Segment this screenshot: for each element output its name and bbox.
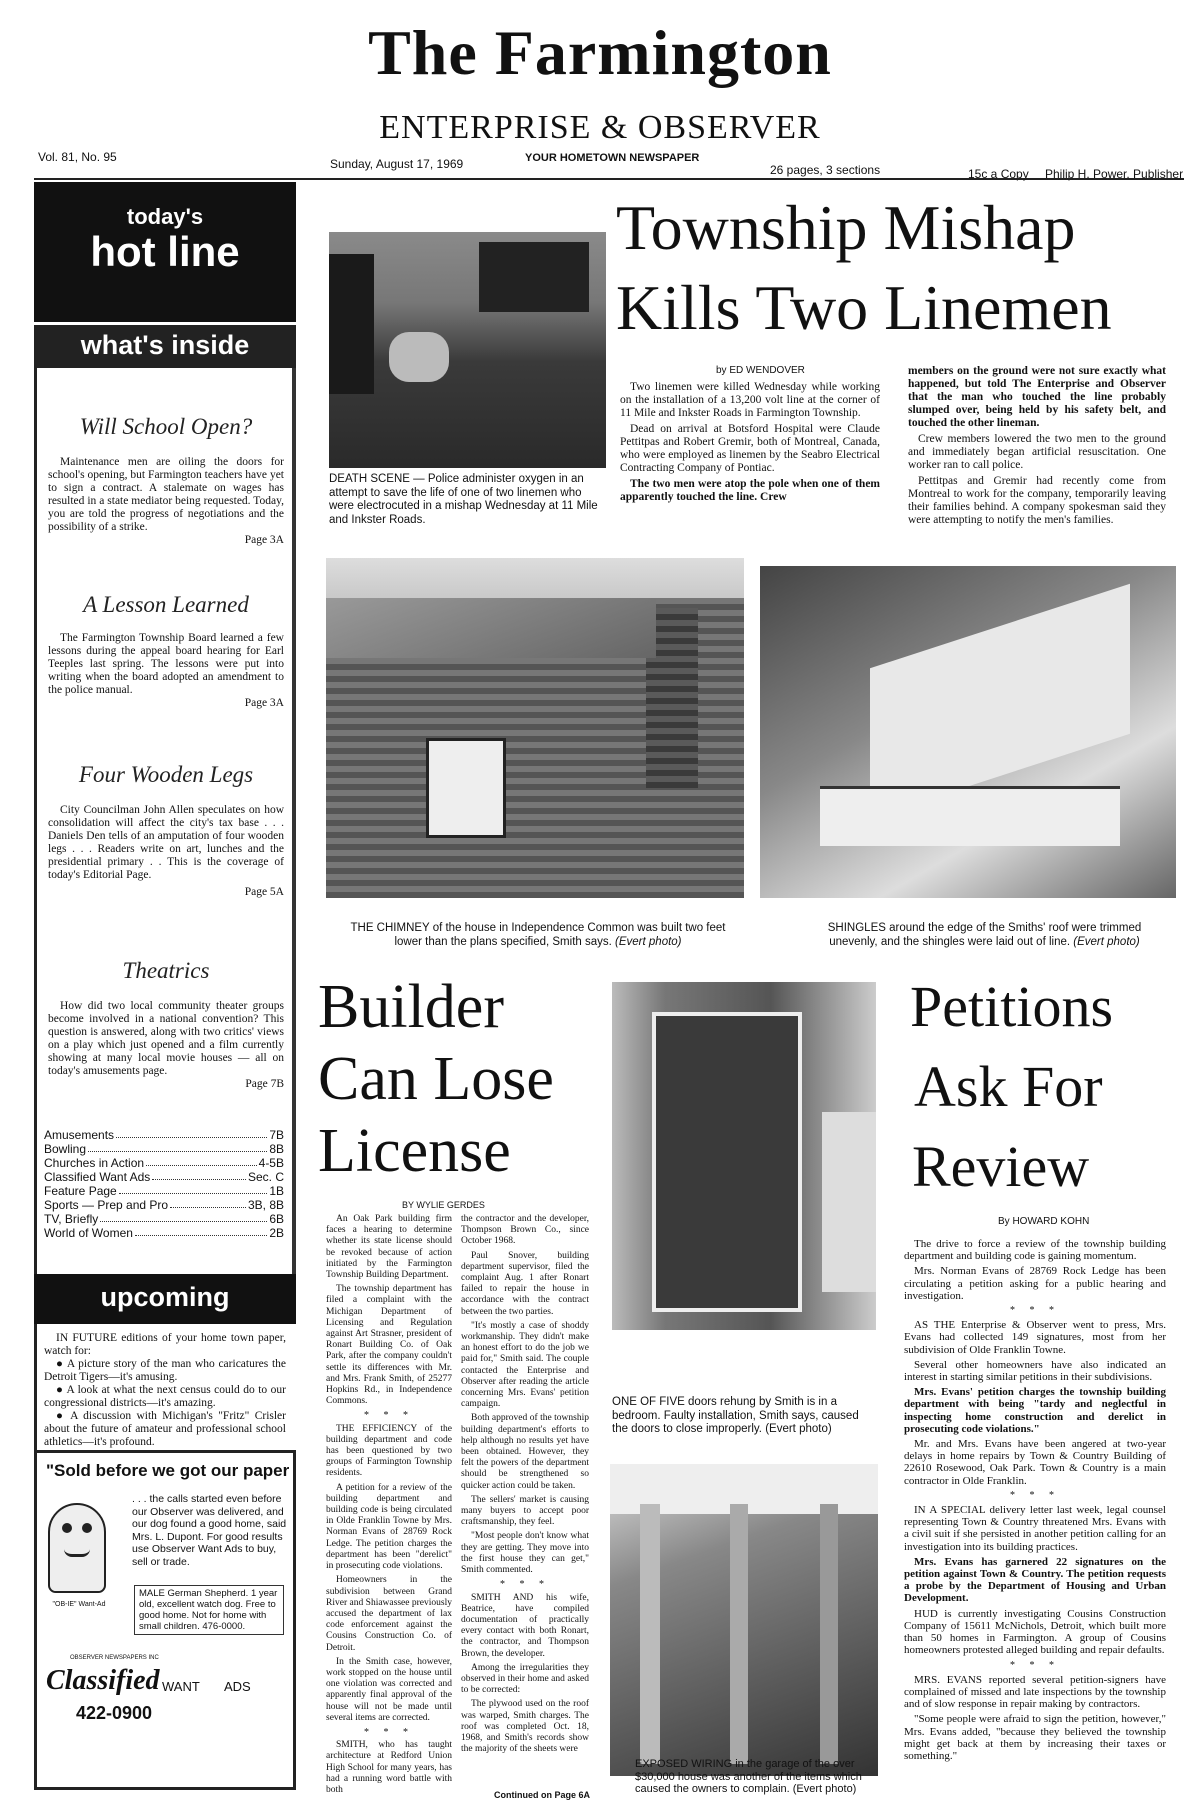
- hotline-box: [34, 182, 296, 322]
- index-label: Classified Want Ads: [44, 1170, 151, 1184]
- inside-item-page: Page 3A: [244, 697, 284, 709]
- story3-body: The drive to force a review of the township building department and building code is gaining momentum. Mrs. Norman Evans of 28769 Rock Ledge has been circulating a petition asking for a public hearing and investigation. * * * AS THE Enterprise & Observer went to press, Mrs. Evans had collected 149 signatures, most from her subdivision of Olde Franklin Towne. Several other homeowners have also indicated an interest in starting similar petitions in their subdivisions. Mrs. Evans' petition charges the township building department with being "tardy and neglectful in inspecting home construction and derelict in prosecuting code violations." Mr. and Mrs. Evans have been angered at two-year delays in home repairs by Town & Country Building of 22610 Rosewood, Oak Park. Town & Country is a main contractor in Olde Franklin. * * * IN A SPECIAL delivery letter last week, legal counsel representing Town & Country threatened Mrs. Evans with a civil suit if she persisted in another petition calling for an investigation into its building practices. Mrs. Evans has garnered 22 signatures on the petition against Town & Country. The petition requests a probe by the Department of Housing and Urban Development. HUD is currently investigating Cousins Construction Company of 15611 McNichols, Detroit, which built more than 50 homes in Farmington. A group of Cousins homeowners protested alleged building and repair defaults. * * * MRS. EVANS reported several petition-signers have complained of missed and late inspections by the township and of slow response in repair making by contractors. "Some people were afraid to sign the petition, however," Mrs. Evans added, "because they believed the township might get back at them by increasing their taxes or something.": [904, 1238, 1166, 1762]
- story2-headline-1: Builder: [318, 973, 504, 1041]
- index-row[interactable]: [44, 1128, 284, 1142]
- index-row[interactable]: [44, 1170, 284, 1184]
- index-row[interactable]: [44, 1142, 284, 1156]
- index-row[interactable]: [44, 1212, 284, 1226]
- index-label: Bowling: [44, 1142, 87, 1156]
- index-row[interactable]: [44, 1198, 284, 1212]
- story2-byline: BY WYLIE GERDES: [402, 1200, 485, 1210]
- wiring-credit: (Evert photo): [792, 1783, 857, 1795]
- story2-column-1: An Oak Park building firm faces a hearing to determine whether its state license should be revoked because of action initiated by the Farmington Township Building Department. The township department has filed a complaint with the Michigan Department of Licensing and Regulation against Art Strasner, president of Ronart Building Co. of Oak Park, after the company couldn't settle its differences with Mr. and Mrs. Frank Smith, of 25277 Hopkins Rd., in Independence Commons. * * * THE EFFICIENCY of the building department and code has been questioned by two groups of Farmington Township residents. A petition for a review of the building department and building code is being circulated in Olde Franklin Towne by Mrs. Norman Evans of 28769 Rock Ledge. The petition charges the department has been "derelict" in prosecuting code violations. Homeowners in the subdivision between Grand River and Shiawassee previously accused the department of lax code enforcement against the Cousins Construction Co. of Detroit. In the Smith case, however, work stopped on the house until one violation was corrected and apparently final approval of the house will not be made until several items are corrected. * * * SMITH, who has taught architecture at Redford Union High School for many years, has had a running word battle with both: [326, 1214, 452, 1795]
- volume-number: Vol. 81, No. 95: [38, 150, 117, 164]
- shingles-credit: (Evert photo): [1073, 935, 1140, 948]
- index-page: 4-5B: [258, 1156, 284, 1170]
- masthead-rule: [34, 178, 1184, 180]
- hotline-top: today's: [126, 204, 204, 229]
- inside-item-heading: Theatrics: [122, 958, 210, 983]
- inside-item-theatrics[interactable]: [48, 958, 284, 1090]
- story1-byline: by ED WENDOVER: [716, 365, 805, 376]
- death-scene-caption: DEATH SCENE — Police administer oxygen in an attempt to save the life of one of two linemen who were electrocuted in a mishap Wednesday at 11 Mile and Inkster Roads.: [329, 473, 598, 526]
- story3-headline-2: Ask For: [914, 1054, 1103, 1119]
- inside-item-text: City Councilman John Allen speculates on how consolidation will affect the city's tax base . . . Daniels Den tells of an amputation of four wooden legs . . . Readers write on art, lunches and the presidential primary . . This is the coverage of today's Editorial Page.: [48, 804, 284, 881]
- page-count: 26 pages, 3 sections: [770, 163, 881, 177]
- hotline-main: hot line: [90, 228, 240, 275]
- want-ad-headline: "Sold before we got our paper: [46, 1461, 290, 1480]
- index-page: 2B: [269, 1226, 284, 1240]
- door-caption: ONE OF FIVE doors rehung by Smith is in a bedroom. Faulty installation, Smith says, caused the doors to close improperly. (Evert photo): [612, 1396, 859, 1435]
- upcoming-intro: IN FUTURE editions of your home town paper, watch for:: [44, 1332, 286, 1357]
- inside-item-heading: Will School Open?: [79, 414, 253, 439]
- story2-column-2: the contractor and the developer, Thompson Brown Co., since October 1968. Paul Snover, building department supervisor, filed the complaint Aug. 1 after Ronart failed to repair the house in accordance with the contract between the two parties. "It's mostly a case of shoddy workmanship. They didn't make an honest effort to do the job we paid for," Smith said. The couple contacted the Enterprise and Observer after reading the article concerning Mrs. Evans' petition campaign. Both approved of the township building department's efforts to help although no results yet have been obtained. However, they felt the powers of the department should be strengthened so quicker action could be taken. The sellers' market is causing many buyers to accept poor craftsmanship, they feel. "Most people don't know what they are getting. They move into the first house they can get," Smith commented. * * * SMITH AND his wife, Beatrice, have compiled documentation of practically every contact with both Ronart, the contractor, and Thompson Brown, the developer. Among the irregularities they observed in their home and asked to be corrected: The plywood used on the roof was warped, Smith charges. The roof was completed Oct. 18, 1968, and Smith's records show the majority of the sheets were: [461, 1214, 589, 1755]
- story1-column-1: Two linemen were killed Wednesday while working on the installation of a 13,200 volt line at the corner of 11 Mile and Inkster Roads in Farmington Township. Dead on arrival at Botsford Hospital were Claude Pettitpas and Robert Gremir, both of Montreal, Canada, who were employed as linemen by the Seabro Electrical Contracting Company of Pontiac. The two men were atop the pole when one of them apparently touched the line. Crew: [620, 381, 880, 503]
- contents-index: [44, 1128, 284, 1240]
- tagline: YOUR HOMETOWN NEWSPAPER: [525, 152, 700, 164]
- story3-headline-3: Review: [912, 1134, 1090, 1199]
- index-label: Amusements: [44, 1128, 115, 1142]
- death-scene-photo: [329, 232, 606, 468]
- upcoming-item: ● A picture story of the man who caricatures the Detroit Tigers—it's amusing.: [44, 1358, 286, 1383]
- sidebar: [34, 182, 297, 1792]
- story3-headline-1: Petitions: [910, 974, 1114, 1039]
- upcoming-body: [44, 1332, 286, 1449]
- index-label: Feature Page: [44, 1184, 117, 1198]
- inside-item-legs[interactable]: [48, 762, 284, 898]
- issue-date: Sunday, August 17, 1969: [330, 157, 464, 171]
- want-label: WANT: [162, 1679, 200, 1694]
- index-label: Sports — Prep and Pro: [44, 1198, 169, 1212]
- inside-item-lesson[interactable]: [48, 592, 284, 709]
- upcoming-item: ● A look at what the next census could do to our congressional districts—it's amazing.: [44, 1384, 286, 1409]
- classified-wordmark: Classified: [46, 1665, 160, 1696]
- publisher-credit: OBSERVER NEWSPAPERS INC: [70, 1655, 159, 1661]
- ads-label: ADS: [224, 1679, 251, 1694]
- whats-inside-box: [34, 322, 296, 368]
- inside-item-heading: Four Wooden Legs: [78, 762, 254, 787]
- publisher: Philip H. Power, Publisher: [1045, 167, 1184, 181]
- masthead-subtitle: ENTERPRISE & OBSERVER: [379, 109, 821, 146]
- story1-headline-2: Kills Two Linemen: [616, 272, 1112, 343]
- story1-headline-1: Township Mishap: [616, 192, 1076, 263]
- want-ad-text: . . . the calls started even before our Observer was delivered, and our dog found a good home, said Mrs. L. Dupont. For good results use Observer Want Ads to buy, sell or trade.: [132, 1493, 287, 1568]
- shingles-caption: SHINGLES around the edge of the Smiths' roof were trimmed unevenly, and the shingles were laid out of line. (Evert photo): [827, 922, 1142, 948]
- want-ad-phone: 422-0900: [76, 1703, 153, 1723]
- index-row[interactable]: [44, 1226, 284, 1240]
- whats-inside-label: what's inside: [80, 330, 250, 360]
- index-page: Sec. C: [247, 1170, 284, 1184]
- index-page: 6B: [269, 1212, 284, 1226]
- story2-headline-2: Can Lose: [318, 1045, 554, 1113]
- inside-item-heading: A Lesson Learned: [83, 592, 249, 617]
- index-label: World of Women: [44, 1226, 133, 1240]
- want-ad-box[interactable]: [34, 1450, 296, 1790]
- chimney-photo: [326, 558, 744, 898]
- index-label: TV, Briefly: [44, 1212, 99, 1226]
- story1-column-2: members on the ground were not sure exactly what happened, but told The Enterprise and Observer that the man who touched the line probably slumped over, being held by his safety belt, and touched the other lineman. Crew members lowered the two men to the ground and immediately began artificial resuscitation. One worker ran to call police. Pettitpas and Gremir had recently come from Montreal to work for the company, temporarily leaving their families behind. A company spokesman said they were attempting to notify the men's families.: [908, 365, 1166, 526]
- wiring-caption: EXPOSED WIRING in the garage of the over $30,000 house was another of the items which caused the owners to complain. (Evert photo): [635, 1758, 862, 1795]
- inside-item-school[interactable]: [48, 414, 284, 546]
- index-row[interactable]: [44, 1184, 284, 1198]
- mascot-image: [48, 1503, 106, 1593]
- inside-item-text: How did two local community theater groups become involved in a national convention? This question is answered, along with two critics' views on a play which just opened and a film currently showing at many local movie houses — all on today's amusements page.: [48, 1000, 284, 1077]
- index-page: 3B, 8B: [247, 1198, 284, 1212]
- continued-link[interactable]: Continued on Page 6A: [494, 1790, 591, 1800]
- index-label: Churches in Action: [44, 1156, 145, 1170]
- chimney-caption: THE CHIMNEY of the house in Independence Common was built two feet lower than the plans specified, Smith says. (Evert photo): [350, 922, 726, 948]
- sidebar-right-rule: [292, 368, 296, 1308]
- mascot-label: "OB-IE" Want-Ad: [52, 1601, 106, 1608]
- wiring-photo: [610, 1464, 878, 1776]
- index-page: 8B: [269, 1142, 284, 1156]
- door-photo: [612, 982, 876, 1330]
- story3-byline: By HOWARD KOHN: [998, 1216, 1090, 1227]
- inside-item-text: The Farmington Township Board learned a few lessons during the appeal board hearing for Earl Teeples last spring. The lessons were put into writing when the board adopted an amendment to the police manual.: [48, 632, 284, 696]
- inside-item-page: Page 3A: [244, 534, 284, 546]
- index-page: 1B: [269, 1184, 284, 1198]
- inside-item-text: Maintenance men are oiling the doors for school's opening, but Farmington teachers have yet to sign a contract. A stalemate on wages has resulted in a state mediator being requested. Today, you are told the progress of negotiations and the possibility of a strike.: [48, 456, 284, 533]
- story2-headline-3: License: [318, 1117, 511, 1185]
- chimney-credit: (Evert photo): [615, 935, 682, 948]
- price: 15c a Copy: [968, 167, 1029, 181]
- sample-ad: MALE German Shepherd. 1 year old, excellent watch dog. Free to good home. Not for home with small children. 476-0000.: [134, 1585, 284, 1635]
- masthead-title: The Farmington: [368, 17, 832, 88]
- inside-item-page: Page 7B: [245, 1078, 284, 1090]
- inside-item-page: Page 5A: [244, 886, 284, 898]
- index-row[interactable]: [44, 1156, 284, 1170]
- shingles-photo: [760, 566, 1176, 898]
- upcoming-item: ● A discussion with Michigan's "Fritz" Crisler about the future of amateur and professional school athletics—it's profound.: [44, 1410, 286, 1448]
- index-page: 7B: [269, 1128, 284, 1142]
- upcoming-box: [34, 1274, 296, 1324]
- upcoming-label: upcoming: [100, 1282, 230, 1312]
- door-credit: (Evert photo): [765, 1423, 832, 1435]
